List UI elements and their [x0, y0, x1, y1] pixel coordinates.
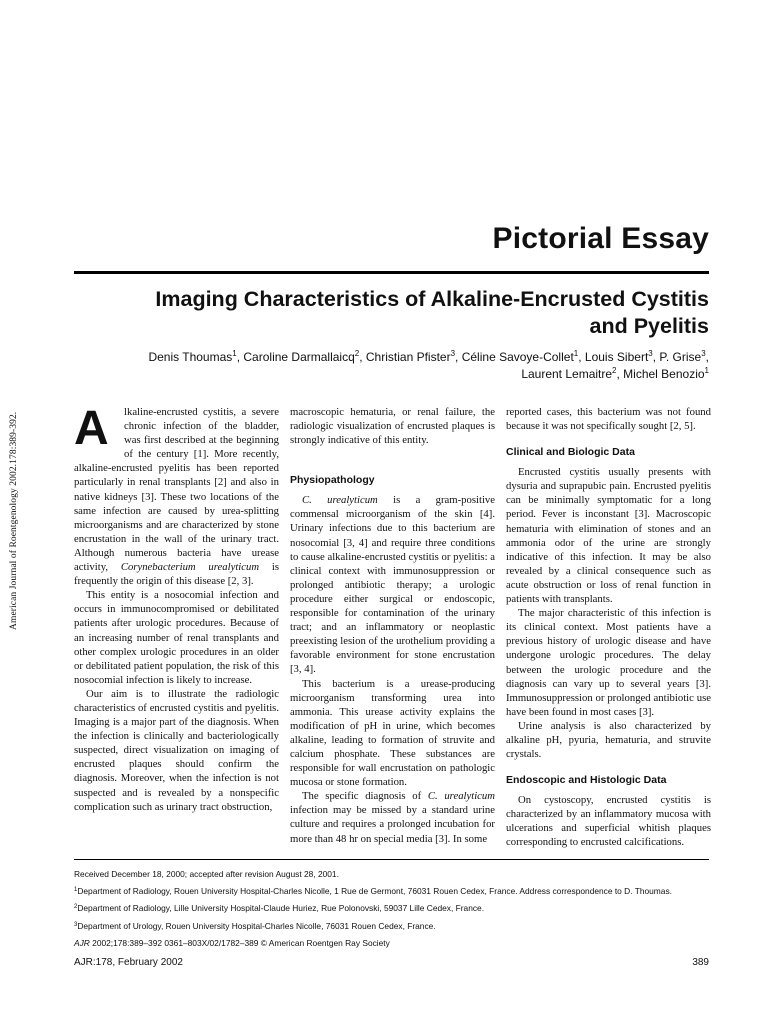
footnote-rule: [74, 859, 709, 860]
paragraph-text: is frequently the origin of this disease [2, 3].: [74, 561, 279, 588]
author-affiliation-mark: 2: [612, 366, 617, 375]
author-affiliation-mark: 1: [232, 349, 237, 358]
footnotes: [74, 866, 709, 952]
author-line: [74, 366, 709, 383]
side-citation: American Journal of Roentgenology 2002.178:389-392.: [9, 411, 19, 630]
author-name: P. Grise: [659, 350, 702, 364]
author-separator: ,: [652, 350, 660, 364]
footnote-text: Department of Radiology, Rouen University Hospital-Charles Nicolle, 1 Rue de Germont, 76031 Rouen Cedex, France. Address correspondence to D. Thoumas.: [77, 886, 672, 897]
text-column-1: [74, 402, 279, 814]
body-paragraph: Our aim is to illustrate the radiologic characteristics of encrusted cystitis and pyelitis. Imaging is a major part of the diagnosis. When the infection is clinically and bacteriologically suspected, direct visualization on imaging of encrusted plaques should confirm the diagnosis. Moreover, when the infection is not suspected and is revealed by a nonspecific complication such as urinary tract obstruction,: [74, 687, 279, 813]
author-affiliation-mark: 1: [573, 349, 579, 358]
affiliation-note: [74, 900, 709, 917]
body-paragraph: On cystoscopy, encrusted cystitis is characterized by an inflammatory mucosa with ulcerations and superficial whitish plaques corresponding to encrusted calcifications.: [506, 794, 711, 849]
author-name: Michel Benozio: [623, 367, 705, 381]
body-paragraph: Encrusted cystitis usually presents with dysuria and suprapubic pain. Encrusted pyelitis can be minimally symptomatic for a long period. Fever is inconstant [3]. Macroscopic hematuria with elimination of stones and an ammonia odor of the urine are strongly indicative of this infection. It may be also revealed by a clinical consequence such as acute obstruction or loss of renal function in patients with transplants.: [506, 466, 711, 606]
affiliation-note: [74, 918, 709, 935]
author-list: [74, 349, 709, 383]
body-paragraph: [290, 789, 495, 845]
footnote-mark: 2: [74, 904, 78, 911]
author-separator: ,: [359, 350, 366, 364]
title-line: Imaging Characteristics of Alkaline-Encrusted Cystitis: [155, 287, 709, 311]
author-affiliation-mark: 3: [701, 349, 706, 358]
body-paragraph: Urine analysis is also characterized by alkaline pH, pyuria, hematuria, and struvite crystals.: [506, 719, 711, 761]
organism-name: Corynebacterium urealyticum: [120, 561, 260, 574]
body-paragraph: reported cases, this bacterium was not found because it was not specifically sought [2, 5].: [506, 406, 711, 433]
drop-cap: A: [74, 402, 109, 455]
author-affiliation-mark: 2: [354, 349, 360, 358]
journal-citation: [74, 935, 709, 952]
author-name: Christian Pfister: [365, 350, 451, 364]
author-affiliation-mark: 3: [450, 349, 456, 358]
author-name: Caroline Darmallaicq: [243, 350, 355, 364]
body-paragraph: This bacterium is a urease-producing microorganism transforming urea into ammonia. This urease activity explains the modification of pH in urine, which becomes alkaline, leading to formation of struvite and calcium phosphate. These substances are responsible for wall encrustation on pathologic mucosa or stone formation.: [290, 677, 495, 789]
affiliation-note: [74, 883, 709, 900]
body-paragraph: [290, 493, 495, 676]
citation-text: 2002;178:389–392 0361–803X/02/1782–389 © American Roentgen Ray Society: [89, 937, 390, 948]
footnote-mark: 3: [74, 921, 78, 928]
article-title: [74, 286, 709, 340]
paragraph-text: is a gram-positive commensal microorganism of the skin [4]. Urinary infections due to this bacterium are nosocomial [3, 4] and require three conditions to cause alkaline-encrusted cystitis or pyelitis: a clinical context with immunosuppression or prolonged antibiotic therapy; a urologic procedure either surgical or endoscopic, responsible for contamination of the urinary tract; and an inflammatory or neoplastic preexisting lesion of the urothelium providing a favorable environment for stone encrustation [3, 4].: [290, 494, 495, 676]
footnote-mark: 1: [74, 887, 78, 894]
footnote-text: Department of Radiology, Lille University Hospital-Claude Huriez, Rue Polonovski, 59037 Lille Cedex, France.: [77, 903, 485, 914]
body-paragraph: macroscopic hematuria, or renal failure, the radiologic visualization of encrusted plaques is strongly indicative of this entity.: [290, 406, 495, 447]
running-footer: [74, 957, 709, 968]
author-separator: ,: [455, 350, 462, 364]
author-name: Laurent Lemaitre: [521, 367, 613, 381]
author-separator: ,: [578, 350, 585, 364]
section-heading-endoscopic: Endoscopic and Histologic Data: [506, 774, 667, 787]
body-paragraph: This entity is a nosocomial infection and occurs in immunocompromised or debilitated patients after urologic procedures. Because of an increasing number of renal transplants and other complex urologic procedures in an older or debilitated patient population, the risk of this nosocomial infection is likely to increase.: [74, 589, 279, 686]
author-name: Denis Thoumas: [148, 350, 233, 364]
organism-name: C. urealyticum: [427, 790, 495, 803]
paragraph-text: lkaline-encrusted cystitis, a severe chronic infection of the bladder, was first described at the beginning of the century [1]. More recently, alkaline-encrusted pyelitis has been reported particularly in renal transplants [2] and also in native kidneys [3]. These two locations of the same infection are caused by urea-splitting microorganisms and are characterized by stone encrustation in the wall of the urinary tract. Although numerous bacteria have urease activity,: [74, 406, 279, 574]
top-rule: [74, 271, 709, 274]
author-line: [74, 349, 709, 366]
text-column-2: [290, 405, 495, 846]
organism-name: C. urealyticum: [302, 494, 378, 507]
author-name: Céline Savoye-Collet: [461, 350, 574, 364]
journal-abbrev: AJR: [74, 937, 90, 948]
author-separator: ,: [616, 367, 624, 381]
section-heading-clinical: Clinical and Biologic Data: [506, 446, 635, 459]
section-heading-physiopathology: Physiopathology: [290, 474, 375, 487]
paragraph-text: infection may be missed by a standard urine culture and requires a prolonged incubation for more than 48 hr on special media [3]. In some: [290, 804, 495, 845]
received-note: Received December 18, 2000; accepted after revision August 28, 2001.: [74, 869, 339, 879]
title-line: and Pyelitis: [589, 314, 709, 338]
footer-journal-issue: AJR:178, February 2002: [74, 957, 183, 968]
author-affiliation-mark: 1: [704, 366, 709, 375]
page-number: 389: [692, 957, 709, 968]
footnote-text: Department of Urology, Rouen University Hospital-Charles Nicolle, 76031 Rouen Cedex, France.: [77, 920, 436, 931]
paragraph-text: The specific diagnosis of: [302, 790, 428, 803]
body-paragraph: [74, 402, 279, 588]
text-column-3: [506, 405, 711, 850]
author-separator: ,: [236, 350, 244, 364]
body-paragraph: The major characteristic of this infection is its clinical context. Most patients have a previous history of urologic disease and have undergone urologic procedures. The delay between the urologic procedure and the diagnosis can vary up to several years [3]. Immunosuppression or prolonged antibiotic use have been found in most cases [3].: [506, 607, 711, 718]
author-affiliation-mark: 3: [648, 349, 653, 358]
section-label: Pictorial Essay: [492, 222, 709, 255]
author-separator: ,: [705, 350, 709, 364]
author-name: Louis Sibert: [584, 350, 649, 364]
